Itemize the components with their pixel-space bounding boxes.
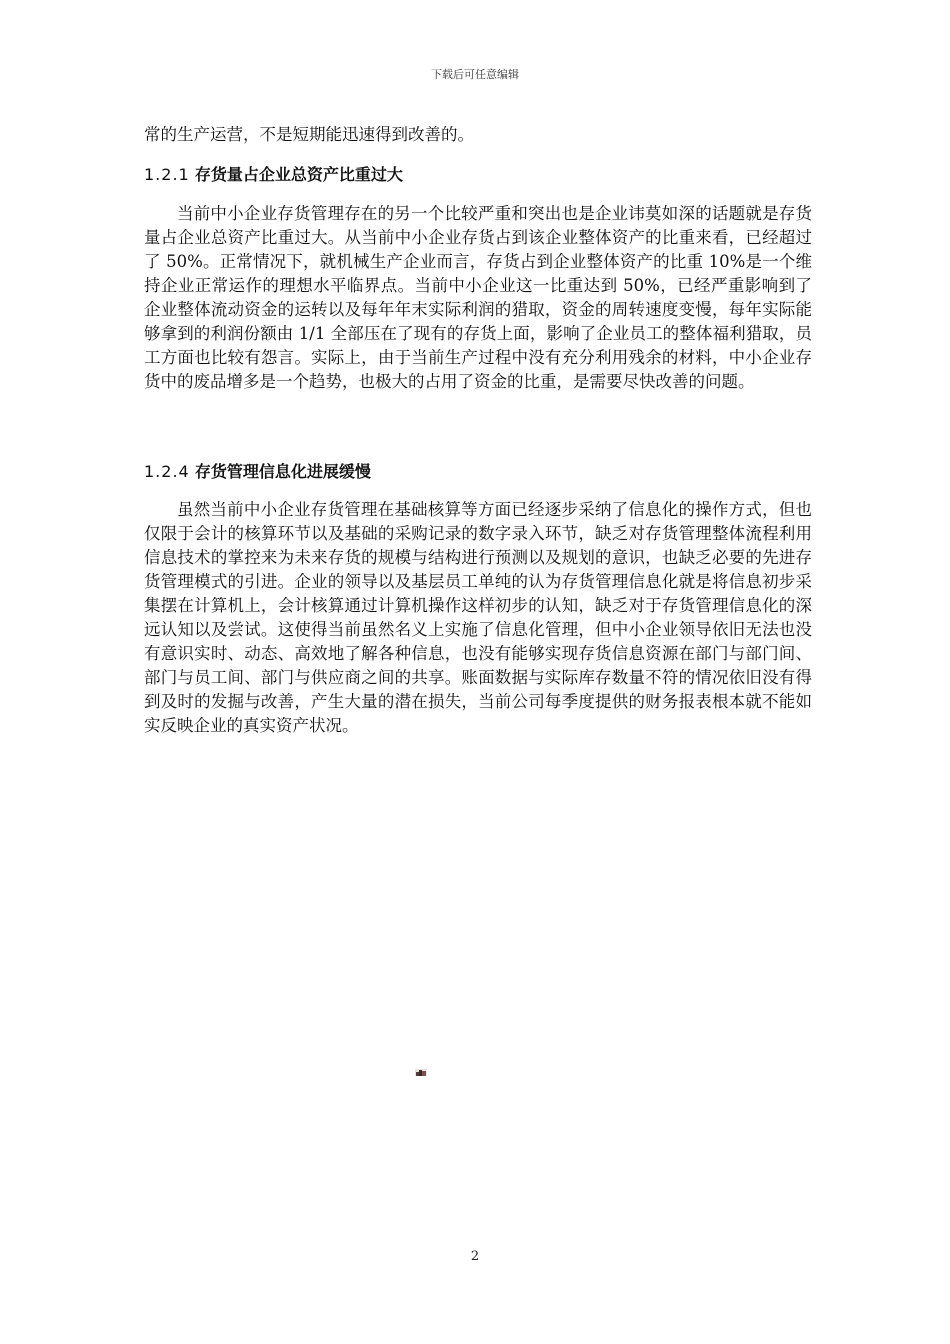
- section-heading-2: [144, 461, 371, 483]
- section-number: 1.2.1: [144, 165, 190, 184]
- section-number: 1.2.4: [144, 462, 190, 481]
- section-heading-1: [144, 164, 403, 186]
- section-title: 存货量占企业总资产比重过大: [194, 165, 403, 184]
- section-title: 存货管理信息化进展缓慢: [194, 462, 371, 481]
- intro-line: 常的生产运营，不是短期能迅速得到改善的。: [144, 125, 474, 144]
- image-placeholder-icon: [415, 1069, 427, 1076]
- page-number: 2: [470, 1249, 480, 1264]
- section-1-paragraph: 当前中小企业存货管理存在的另一个比较严重和突出也是企业讳莫如深的话题就是存货量占企业总资产比重过大。从当前中小企业存货占到该企业整体资产的比重来看，已经超过了 50%。正常情况下，就机械生产企业而言，存货占到企业整体资产的比重 10%是一个维持企业正常运作的理想水平临界点。当前中小企业这一比重达到 50%，已经严重影响到了企业整体流动资金的运转以及每年年末实际利润的猎取，资金的周转速度变慢，每年实际能够拿到的利润份额由 1/1 全部压在了现有的存货上面，影响了企业员工的整体福利猎取，员工方面也比较有怨言。实际上，由于当前生产过程中没有充分利用残余的材料，中小企业存货中的废品增多是一个趋势，也极大的占用了资金的比重，是需要尽快改善的问题。: [144, 204, 812, 391]
- section-2-paragraph: 虽然当前中小企业存货管理在基础核算等方面已经逐步采纳了信息化的操作方式，但也仅限于会计的核算环节以及基础的采购记录的数字录入环节，缺乏对存货管理整体流程利用信息技术的掌控来为未来存货的规模与结构进行预测以及规划的意识，也缺乏必要的先进存货管理模式的引进。企业的领导以及基层员工单纯的认为存货管理信息化就是将信息初步采集摆在计算机上，会计核算通过计算机操作这样初步的认知，缺乏对于存货管理信息化的深远认知以及尝试。这使得当前虽然名义上实施了信息化管理，但中小企业领导依旧无法也没有意识实时、动态、高效地了解各种信息，也没有能够实现存货信息资源在部门与部门间、部门与员工间、部门与供应商之间的共享。账面数据与实际库存数量不符的情况依旧没有得到及时的发掘与改善，产生大量的潜在损失，当前公司每季度提供的财务报表根本就不能如实反映企业的真实资产状况。: [144, 500, 812, 735]
- page-header: 下载后可任意编辑: [431, 68, 519, 81]
